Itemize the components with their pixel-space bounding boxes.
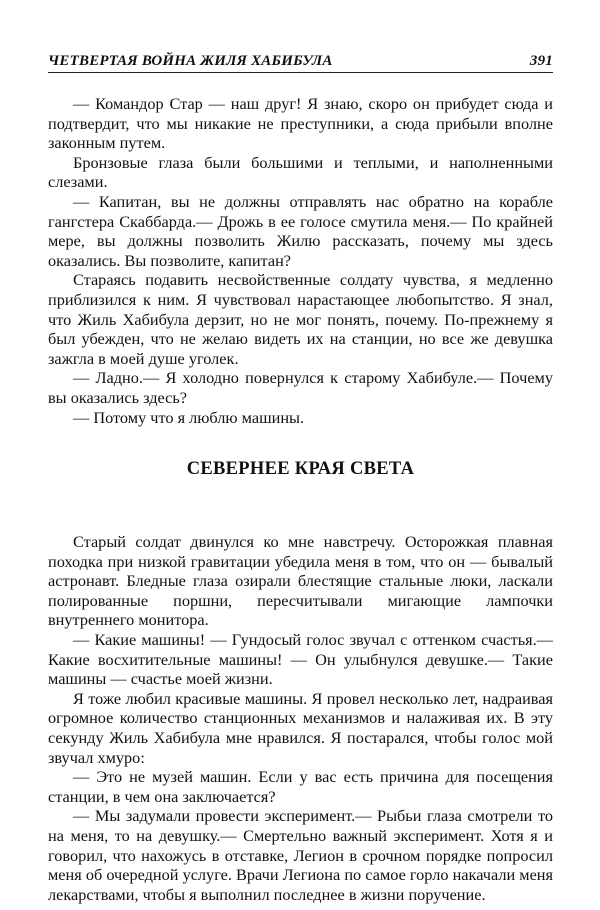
paragraph: Стараясь подавить несвойственные солдату чувства, я медленно приблизился к ним. Я чувствовал нарастающее любопытство. Я знал, что Жиль Хабибула дерзит, но не мог понять, почему. По-прежнему я был убежден, что не желаю видеть их на станции, но все же девушка зажгла в моей душе уголек.: [48, 270, 553, 368]
paragraph: — Это не музей машин. Если у вас есть причина для посещения станции, в чем она заключается?: [48, 767, 553, 806]
paragraph: — Командор Стар — наш друг! Я знаю, скоро он прибудет сюда и подтвердит, что мы никакие не преступники, а сюда прибыли вполне законным путем.: [48, 94, 553, 153]
running-title: ЧЕТВЕРТАЯ ВОЙНА ЖИЛЯ ХАБИБУЛА: [48, 53, 333, 69]
text-block-chapter: [48, 532, 553, 904]
paragraph: — Какие машины! — Гундосый голос звучал с оттенком счастья.— Какие восхитительные машины! — Он улыбнулся девушке.— Такие машины — счастье моей жизни.: [48, 629, 553, 689]
paragraph: Я тоже любил красивые машины. Я провел несколько лет, надраивая огромное количество станционных механизмов и налаживая их. В эту секунду Жиль Хабибула мне нравился. Я постарался, чтобы голос мой звучал хмуро:: [48, 688, 553, 767]
paragraph: Старый солдат двинулся ко мне навстречу. Осторожкая плавная походка при низкой гравитации убедила меня в том, что он — бывалый астронавт. Бледные глаза озирали блестящие стальные люки, ласкали полированные поршни, пересчитывали мигающие лампочки внутреннего монитора.: [48, 532, 553, 630]
running-header: [48, 50, 553, 73]
paragraph: — Потому что я люблю машины.: [73, 407, 305, 427]
chapter-title: СЕВЕРНЕЕ КРАЯ СВЕТА: [186, 459, 415, 479]
paragraph: Бронзовые глаза были большими и теплыми, и наполненными слезами.: [48, 152, 553, 192]
paragraph: — Мы задумали провести эксперимент.— Рыбьи глаза смотрели то на меня, то на девушку.— Смертельно важный эксперимент. Хотя я и говорил, что нахожусь в отставке, Легион в срочном порядке попросил меня об очередной услуге. Врачи Легиона по самое горло накачали меня лекарствами, чтобы я выполнил последнее в жизни поручение.: [48, 806, 553, 904]
text-block-before-chapter: [48, 94, 553, 427]
paragraph: — Капитан, вы не должны отправлять нас обратно на корабле гангстера Скаббарда.— Дрожь в ее голосе смутила меня.— По крайней мере, вы должны позволить Жилю рассказать, почему мы здесь оказались. Вы позволите, капитан?: [48, 191, 553, 270]
page-number: 391: [529, 53, 553, 69]
paragraph: — Ладно.— Я холодно повернулся к старому Хабибуле.— Почему вы оказались здесь?: [48, 368, 553, 407]
